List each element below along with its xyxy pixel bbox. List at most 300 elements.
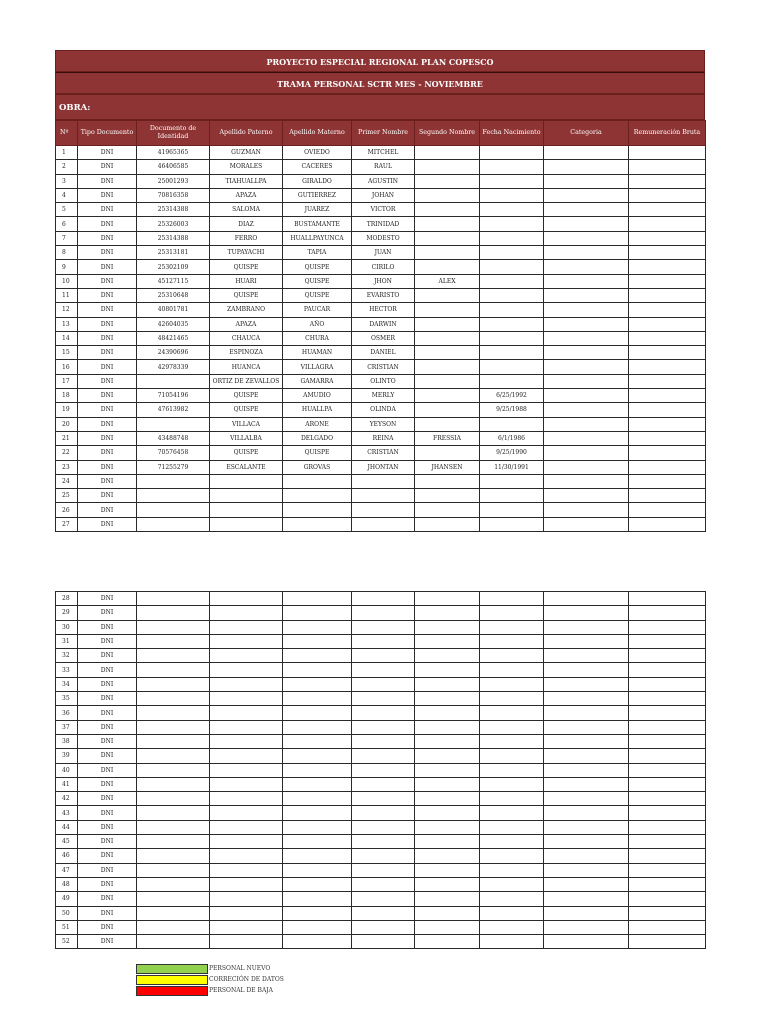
table-cell[interactable] (283, 849, 352, 863)
table-cell[interactable]: 39 (56, 749, 78, 763)
table-cell[interactable]: JHONTAN (352, 460, 415, 474)
table-cell[interactable]: DNI (78, 806, 137, 820)
table-cell[interactable]: JUAN (352, 246, 415, 260)
table-cell[interactable]: 12 (56, 303, 78, 317)
table-cell[interactable]: CRISTIAN (352, 446, 415, 460)
table-cell[interactable] (283, 503, 352, 517)
table-cell[interactable]: DNI (78, 360, 137, 374)
table-cell[interactable] (480, 274, 544, 288)
table-cell[interactable] (210, 620, 283, 634)
table-cell[interactable]: HECTOR (352, 303, 415, 317)
table-cell[interactable]: 47613982 (137, 403, 210, 417)
table-cell[interactable] (352, 706, 415, 720)
table-cell[interactable]: OLINDA (352, 403, 415, 417)
table-cell[interactable] (480, 634, 544, 648)
table-cell[interactable] (629, 606, 706, 620)
table-cell[interactable]: 71255279 (137, 460, 210, 474)
table-cell[interactable]: ZAMBRANO (210, 303, 283, 317)
table-cell[interactable] (629, 806, 706, 820)
table-cell[interactable] (415, 231, 480, 245)
table-cell[interactable]: 3 (56, 174, 78, 188)
table-cell[interactable] (544, 260, 629, 274)
table-cell[interactable] (544, 346, 629, 360)
table-cell[interactable] (137, 474, 210, 488)
table-cell[interactable]: TAPIA (283, 246, 352, 260)
table-cell[interactable] (137, 620, 210, 634)
table-cell[interactable]: 41 (56, 777, 78, 791)
table-cell[interactable] (629, 634, 706, 648)
table-cell[interactable]: MITCHEL (352, 146, 415, 160)
table-cell[interactable] (544, 777, 629, 791)
table-cell[interactable] (352, 877, 415, 891)
table-cell[interactable]: CACERES (283, 160, 352, 174)
table-cell[interactable] (137, 663, 210, 677)
table-cell[interactable]: RAUL (352, 160, 415, 174)
table-cell[interactable]: 22 (56, 446, 78, 460)
table-cell[interactable]: 40 (56, 763, 78, 777)
table-cell[interactable] (544, 317, 629, 331)
table-cell[interactable]: 70576458 (137, 446, 210, 460)
table-cell[interactable]: 15 (56, 346, 78, 360)
table-cell[interactable] (480, 288, 544, 302)
table-cell[interactable]: DNI (78, 634, 137, 648)
table-cell[interactable] (629, 346, 706, 360)
table-cell[interactable] (415, 474, 480, 488)
table-cell[interactable] (480, 231, 544, 245)
table-cell[interactable]: DNI (78, 849, 137, 863)
table-cell[interactable]: DNI (78, 503, 137, 517)
table-cell[interactable]: DNI (78, 303, 137, 317)
table-cell[interactable]: OSMER (352, 331, 415, 345)
table-cell[interactable] (352, 792, 415, 806)
table-cell[interactable] (629, 246, 706, 260)
table-cell[interactable] (283, 634, 352, 648)
table-cell[interactable] (415, 734, 480, 748)
table-cell[interactable] (352, 503, 415, 517)
table-cell[interactable]: 6 (56, 217, 78, 231)
table-cell[interactable] (480, 706, 544, 720)
table-cell[interactable]: TIAHUALLPA (210, 174, 283, 188)
table-cell[interactable] (544, 863, 629, 877)
table-cell[interactable]: MODESTO (352, 231, 415, 245)
table-cell[interactable]: HUALLPA (283, 403, 352, 417)
table-cell[interactable]: 52 (56, 935, 78, 949)
table-cell[interactable]: 47 (56, 863, 78, 877)
table-cell[interactable]: JOHAN (352, 188, 415, 202)
table-cell[interactable]: DNI (78, 606, 137, 620)
table-cell[interactable]: HUALLPAYUNCA (283, 231, 352, 245)
table-cell[interactable]: APAZA (210, 188, 283, 202)
table-cell[interactable]: DNI (78, 231, 137, 245)
table-cell[interactable]: 42604035 (137, 317, 210, 331)
table-cell[interactable] (480, 517, 544, 531)
table-cell[interactable]: DNI (78, 374, 137, 388)
table-cell[interactable]: DNI (78, 892, 137, 906)
table-cell[interactable] (415, 663, 480, 677)
table-cell[interactable]: 25314388 (137, 203, 210, 217)
table-cell[interactable] (210, 920, 283, 934)
table-cell[interactable]: OLINTO (352, 374, 415, 388)
table-cell[interactable] (544, 460, 629, 474)
table-cell[interactable] (415, 203, 480, 217)
table-cell[interactable]: ARONE (283, 417, 352, 431)
table-cell[interactable]: EVARISTO (352, 288, 415, 302)
table-cell[interactable] (283, 706, 352, 720)
table-cell[interactable] (629, 174, 706, 188)
table-cell[interactable]: 42978339 (137, 360, 210, 374)
table-cell[interactable] (544, 146, 629, 160)
table-cell[interactable]: DNI (78, 935, 137, 949)
table-cell[interactable] (415, 331, 480, 345)
table-cell[interactable] (137, 677, 210, 691)
table-cell[interactable]: HUAMAN (283, 346, 352, 360)
table-cell[interactable] (283, 720, 352, 734)
table-cell[interactable]: AÑO (283, 317, 352, 331)
table-cell[interactable]: 25 (56, 489, 78, 503)
table-cell[interactable]: 25314388 (137, 231, 210, 245)
table-cell[interactable] (137, 606, 210, 620)
table-cell[interactable]: 10 (56, 274, 78, 288)
table-cell[interactable]: 32 (56, 649, 78, 663)
table-cell[interactable] (415, 763, 480, 777)
table-cell[interactable] (544, 403, 629, 417)
table-cell[interactable] (629, 331, 706, 345)
table-cell[interactable]: DNI (78, 446, 137, 460)
table-cell[interactable] (415, 863, 480, 877)
table-cell[interactable]: VICTOR (352, 203, 415, 217)
table-cell[interactable] (352, 734, 415, 748)
table-cell[interactable] (544, 606, 629, 620)
table-cell[interactable]: DNI (78, 649, 137, 663)
table-cell[interactable] (210, 489, 283, 503)
table-cell[interactable]: DNI (78, 592, 137, 606)
table-cell[interactable] (210, 820, 283, 834)
table-cell[interactable]: 6/25/1992 (480, 389, 544, 403)
table-cell[interactable] (210, 906, 283, 920)
table-cell[interactable] (415, 503, 480, 517)
table-cell[interactable]: QUISPE (210, 446, 283, 460)
table-cell[interactable]: 45 (56, 835, 78, 849)
table-cell[interactable] (629, 446, 706, 460)
table-cell[interactable] (480, 906, 544, 920)
table-cell[interactable]: DANIEL (352, 346, 415, 360)
table-cell[interactable] (480, 877, 544, 891)
table-cell[interactable] (480, 663, 544, 677)
table-cell[interactable] (137, 849, 210, 863)
table-cell[interactable] (544, 246, 629, 260)
table-cell[interactable]: DIAZ (210, 217, 283, 231)
table-cell[interactable]: 26 (56, 503, 78, 517)
table-cell[interactable] (352, 777, 415, 791)
table-cell[interactable] (480, 777, 544, 791)
table-cell[interactable]: DNI (78, 517, 137, 531)
table-cell[interactable] (415, 303, 480, 317)
table-cell[interactable] (629, 489, 706, 503)
table-cell[interactable] (137, 892, 210, 906)
table-cell[interactable]: 20 (56, 417, 78, 431)
table-cell[interactable]: 34 (56, 677, 78, 691)
table-cell[interactable]: 13 (56, 317, 78, 331)
table-cell[interactable]: 46406585 (137, 160, 210, 174)
table-cell[interactable] (629, 160, 706, 174)
table-cell[interactable] (352, 489, 415, 503)
table-cell[interactable] (480, 592, 544, 606)
table-cell[interactable] (629, 303, 706, 317)
table-cell[interactable]: ESPINOZA (210, 346, 283, 360)
table-cell[interactable] (544, 217, 629, 231)
table-cell[interactable] (137, 749, 210, 763)
table-cell[interactable]: DNI (78, 835, 137, 849)
table-cell[interactable] (629, 417, 706, 431)
table-cell[interactable] (415, 720, 480, 734)
table-cell[interactable] (480, 246, 544, 260)
table-cell[interactable]: 48 (56, 877, 78, 891)
table-cell[interactable]: DNI (78, 146, 137, 160)
table-cell[interactable] (283, 863, 352, 877)
table-cell[interactable]: 2 (56, 160, 78, 174)
table-cell[interactable] (352, 592, 415, 606)
table-cell[interactable] (415, 877, 480, 891)
table-cell[interactable]: 70816358 (137, 188, 210, 202)
table-cell[interactable] (283, 649, 352, 663)
table-cell[interactable] (352, 720, 415, 734)
table-cell[interactable]: 50 (56, 906, 78, 920)
table-cell[interactable]: HUANCA (210, 360, 283, 374)
table-cell[interactable]: DNI (78, 288, 137, 302)
table-cell[interactable]: 16 (56, 360, 78, 374)
table-cell[interactable] (480, 835, 544, 849)
table-cell[interactable] (629, 863, 706, 877)
table-cell[interactable] (210, 863, 283, 877)
table-cell[interactable]: QUISPE (283, 274, 352, 288)
table-cell[interactable]: FRESSIA (415, 431, 480, 445)
table-cell[interactable] (210, 692, 283, 706)
table-cell[interactable] (210, 474, 283, 488)
table-cell[interactable]: 4 (56, 188, 78, 202)
table-cell[interactable]: 31 (56, 634, 78, 648)
table-cell[interactable] (544, 389, 629, 403)
table-cell[interactable] (210, 592, 283, 606)
table-cell[interactable]: 46 (56, 849, 78, 863)
table-cell[interactable] (415, 849, 480, 863)
table-cell[interactable] (415, 160, 480, 174)
table-cell[interactable] (544, 763, 629, 777)
table-cell[interactable]: HUARI (210, 274, 283, 288)
table-cell[interactable] (283, 734, 352, 748)
table-cell[interactable] (210, 649, 283, 663)
table-cell[interactable]: DNI (78, 706, 137, 720)
table-cell[interactable] (210, 892, 283, 906)
table-cell[interactable] (544, 203, 629, 217)
table-cell[interactable] (629, 935, 706, 949)
table-cell[interactable] (629, 274, 706, 288)
table-cell[interactable]: 25313181 (137, 246, 210, 260)
table-cell[interactable]: DNI (78, 820, 137, 834)
table-cell[interactable] (137, 935, 210, 949)
table-cell[interactable] (544, 849, 629, 863)
table-cell[interactable]: DNI (78, 792, 137, 806)
table-cell[interactable] (210, 806, 283, 820)
table-cell[interactable]: 44 (56, 820, 78, 834)
table-cell[interactable]: DNI (78, 389, 137, 403)
table-cell[interactable] (415, 649, 480, 663)
table-cell[interactable]: DNI (78, 274, 137, 288)
table-cell[interactable] (544, 274, 629, 288)
table-cell[interactable] (137, 517, 210, 531)
table-cell[interactable] (415, 346, 480, 360)
table-cell[interactable] (415, 892, 480, 906)
table-cell[interactable] (544, 417, 629, 431)
table-cell[interactable]: 24390696 (137, 346, 210, 360)
table-cell[interactable]: 11 (56, 288, 78, 302)
table-cell[interactable] (544, 820, 629, 834)
table-cell[interactable]: DNI (78, 906, 137, 920)
table-cell[interactable] (629, 620, 706, 634)
table-cell[interactable] (352, 692, 415, 706)
table-cell[interactable]: 19 (56, 403, 78, 417)
table-cell[interactable] (544, 892, 629, 906)
table-cell[interactable] (629, 849, 706, 863)
table-cell[interactable] (283, 677, 352, 691)
table-cell[interactable] (352, 634, 415, 648)
table-cell[interactable]: QUISPE (210, 260, 283, 274)
table-cell[interactable]: YEYSON (352, 417, 415, 431)
table-cell[interactable]: 17 (56, 374, 78, 388)
table-cell[interactable]: 29 (56, 606, 78, 620)
table-cell[interactable] (629, 906, 706, 920)
table-cell[interactable] (283, 935, 352, 949)
table-cell[interactable] (544, 174, 629, 188)
table-cell[interactable] (137, 374, 210, 388)
table-cell[interactable]: DNI (78, 417, 137, 431)
table-cell[interactable] (283, 692, 352, 706)
table-cell[interactable] (480, 734, 544, 748)
table-cell[interactable] (415, 489, 480, 503)
table-cell[interactable] (544, 649, 629, 663)
table-cell[interactable] (415, 389, 480, 403)
table-cell[interactable] (137, 734, 210, 748)
table-cell[interactable]: QUISPE (283, 260, 352, 274)
table-cell[interactable]: 25302109 (137, 260, 210, 274)
table-cell[interactable] (283, 835, 352, 849)
table-cell[interactable] (480, 606, 544, 620)
table-cell[interactable] (629, 692, 706, 706)
table-cell[interactable]: 9 (56, 260, 78, 274)
table-cell[interactable] (480, 649, 544, 663)
table-cell[interactable] (210, 706, 283, 720)
table-cell[interactable]: 71054196 (137, 389, 210, 403)
table-cell[interactable] (544, 906, 629, 920)
table-cell[interactable] (210, 792, 283, 806)
table-cell[interactable]: 25001293 (137, 174, 210, 188)
table-cell[interactable]: DNI (78, 620, 137, 634)
table-cell[interactable]: 28 (56, 592, 78, 606)
table-cell[interactable]: DNI (78, 863, 137, 877)
table-cell[interactable]: DNI (78, 331, 137, 345)
table-cell[interactable]: ESCALANTE (210, 460, 283, 474)
table-cell[interactable]: SALOMA (210, 203, 283, 217)
table-cell[interactable] (480, 417, 544, 431)
table-cell[interactable] (480, 692, 544, 706)
table-cell[interactable]: CHAUCA (210, 331, 283, 345)
table-cell[interactable] (415, 260, 480, 274)
table-cell[interactable] (415, 517, 480, 531)
table-cell[interactable]: DNI (78, 777, 137, 791)
table-cell[interactable]: TRINIDAD (352, 217, 415, 231)
table-cell[interactable]: 49 (56, 892, 78, 906)
table-cell[interactable] (544, 474, 629, 488)
table-cell[interactable] (352, 749, 415, 763)
table-cell[interactable] (629, 720, 706, 734)
table-cell[interactable]: 18 (56, 389, 78, 403)
table-cell[interactable] (480, 174, 544, 188)
table-cell[interactable] (352, 920, 415, 934)
table-cell[interactable] (544, 935, 629, 949)
table-cell[interactable] (480, 720, 544, 734)
table-cell[interactable] (283, 892, 352, 906)
table-cell[interactable]: 37 (56, 720, 78, 734)
table-cell[interactable] (629, 877, 706, 891)
table-cell[interactable]: QUISPE (210, 389, 283, 403)
table-cell[interactable] (544, 877, 629, 891)
table-cell[interactable] (415, 935, 480, 949)
table-cell[interactable] (480, 677, 544, 691)
table-cell[interactable]: GUZMAN (210, 146, 283, 160)
table-cell[interactable] (629, 835, 706, 849)
table-cell[interactable] (415, 677, 480, 691)
table-cell[interactable] (544, 288, 629, 302)
table-cell[interactable] (137, 763, 210, 777)
table-cell[interactable] (415, 188, 480, 202)
table-cell[interactable] (415, 374, 480, 388)
table-cell[interactable] (415, 174, 480, 188)
table-cell[interactable] (415, 792, 480, 806)
table-cell[interactable] (480, 317, 544, 331)
table-cell[interactable] (283, 806, 352, 820)
table-cell[interactable]: 7 (56, 231, 78, 245)
table-cell[interactable]: DNI (78, 217, 137, 231)
table-cell[interactable] (480, 892, 544, 906)
table-cell[interactable] (415, 706, 480, 720)
table-cell[interactable] (629, 777, 706, 791)
table-cell[interactable] (210, 777, 283, 791)
table-cell[interactable]: 9/25/1990 (480, 446, 544, 460)
table-cell[interactable] (283, 906, 352, 920)
table-cell[interactable]: FERRO (210, 231, 283, 245)
table-cell[interactable] (283, 749, 352, 763)
table-cell[interactable] (210, 935, 283, 949)
table-cell[interactable] (210, 517, 283, 531)
table-cell[interactable] (629, 431, 706, 445)
table-cell[interactable]: DNI (78, 920, 137, 934)
table-cell[interactable] (352, 863, 415, 877)
table-cell[interactable] (629, 231, 706, 245)
table-cell[interactable]: VILLALBA (210, 431, 283, 445)
table-cell[interactable] (480, 792, 544, 806)
table-cell[interactable] (415, 217, 480, 231)
table-cell[interactable]: DNI (78, 763, 137, 777)
table-cell[interactable] (480, 920, 544, 934)
table-cell[interactable] (210, 677, 283, 691)
table-cell[interactable] (210, 877, 283, 891)
table-cell[interactable] (137, 417, 210, 431)
table-cell[interactable]: DARWIN (352, 317, 415, 331)
table-cell[interactable] (629, 592, 706, 606)
table-cell[interactable] (544, 734, 629, 748)
table-cell[interactable] (629, 820, 706, 834)
table-cell[interactable] (544, 303, 629, 317)
table-cell[interactable]: AMUDIO (283, 389, 352, 403)
